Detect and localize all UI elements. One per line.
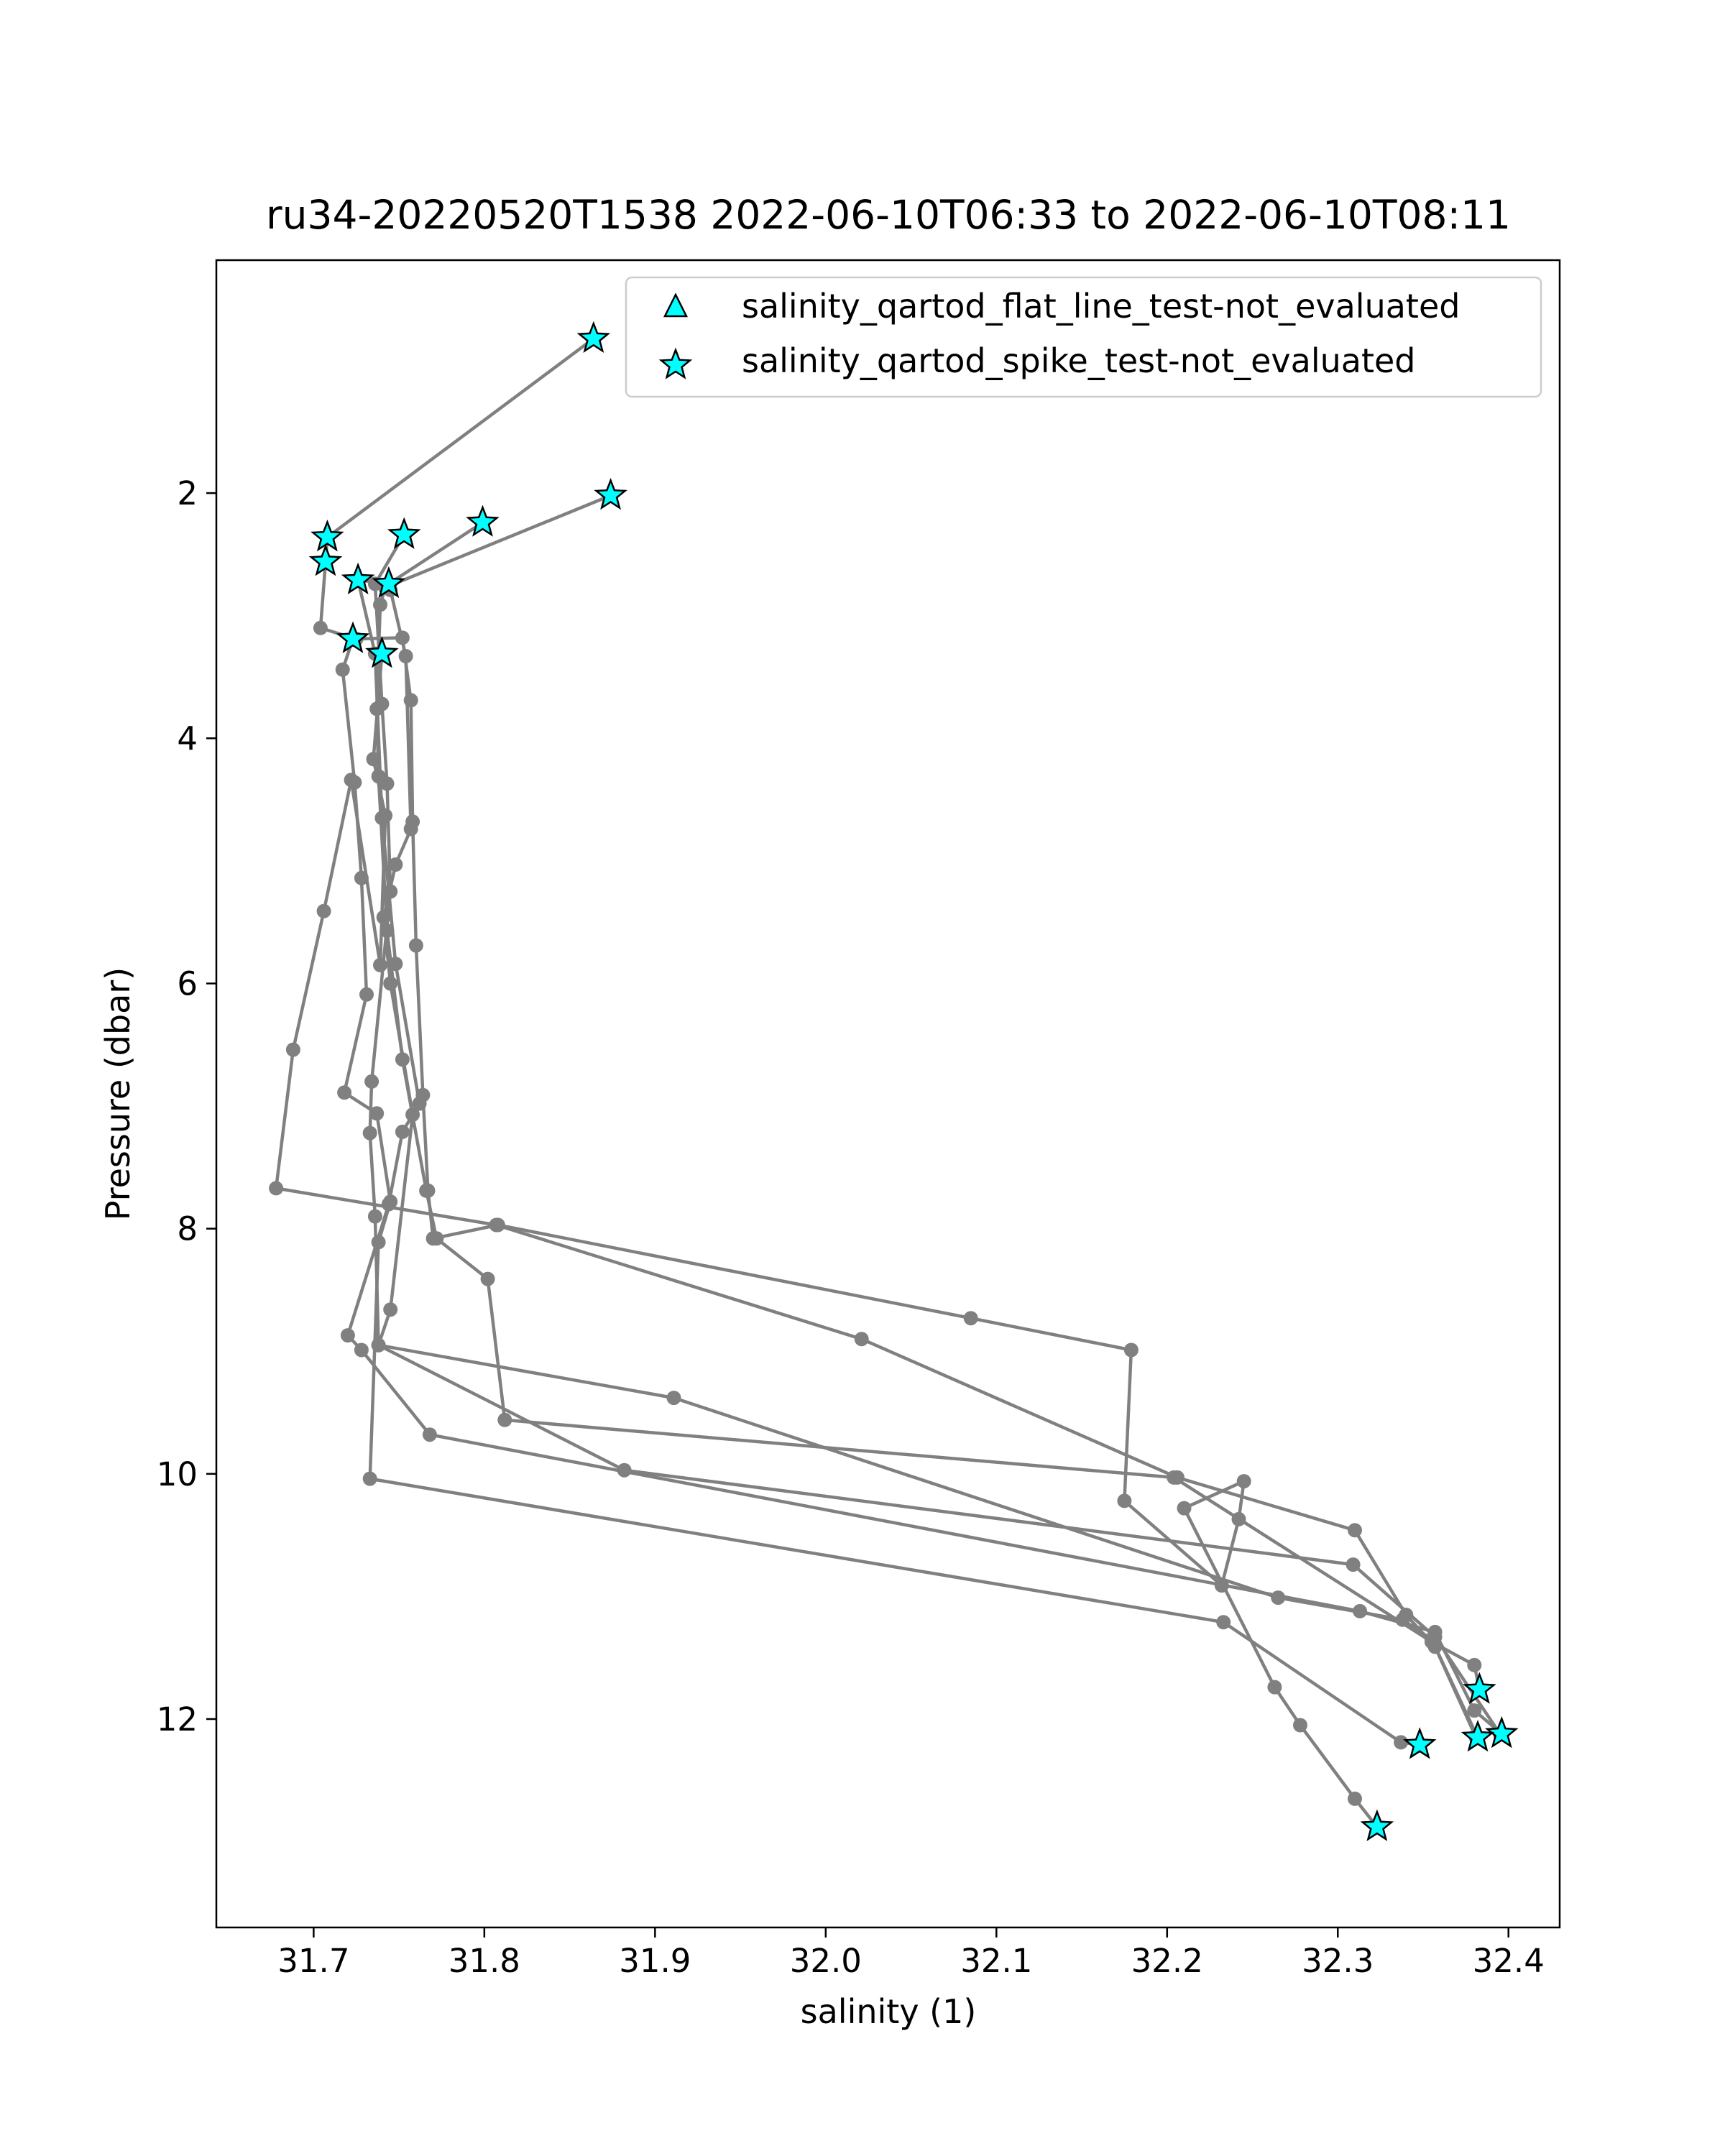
data-point xyxy=(1170,1470,1184,1485)
data-point xyxy=(1467,1658,1481,1672)
data-point xyxy=(383,977,397,991)
y-axis xyxy=(157,474,216,1738)
data-point xyxy=(383,1194,397,1209)
series-line-0 xyxy=(321,338,1377,1827)
data-point xyxy=(364,1074,379,1089)
data-point xyxy=(344,773,359,787)
data-point xyxy=(363,1472,377,1486)
y-axis-label: Pressure (dbar) xyxy=(98,967,137,1221)
data-point xyxy=(336,663,350,677)
data-point xyxy=(1232,1512,1246,1526)
data-point xyxy=(964,1311,978,1325)
legend xyxy=(626,277,1541,397)
spike-test-star xyxy=(344,565,372,592)
data-point xyxy=(383,885,397,899)
x-tick-label: 32.4 xyxy=(1472,1942,1545,1980)
data-point xyxy=(405,1107,420,1122)
data-point xyxy=(429,1231,443,1245)
data-point xyxy=(317,904,331,918)
data-point xyxy=(380,923,395,938)
spike-test-star xyxy=(597,481,625,508)
data-point xyxy=(1348,1792,1362,1806)
chart-title: ru34-20220520T1538 2022-06-10T06:33 to 2022-06-10T08:11 xyxy=(266,192,1511,238)
data-point xyxy=(1399,1608,1413,1622)
y-tick-label: 4 xyxy=(177,719,198,758)
x-tick-label: 32.1 xyxy=(960,1942,1033,1980)
y-tick-label: 12 xyxy=(156,1700,198,1738)
data-point xyxy=(1215,1578,1229,1593)
data-point xyxy=(1293,1718,1307,1733)
data-point xyxy=(1124,1343,1138,1358)
data-point xyxy=(354,871,369,885)
data-point xyxy=(372,1338,386,1353)
series-line-3 xyxy=(370,535,1478,1738)
data-point xyxy=(369,1106,384,1120)
legend-label-flat-line: salinity_qartod_flat_line_test-not_evaluated xyxy=(742,287,1460,326)
x-tick-label: 31.9 xyxy=(619,1942,691,1980)
data-point xyxy=(1216,1615,1230,1629)
data-point xyxy=(419,1184,433,1198)
data-point xyxy=(423,1427,437,1442)
data-point xyxy=(313,621,328,635)
spike-test-markers xyxy=(311,323,1516,1839)
spike-test-star xyxy=(339,624,367,651)
legend-label-spike: salinity_qartod_spike_test-not_evaluated xyxy=(742,341,1416,380)
data-point xyxy=(481,1272,495,1286)
data-point xyxy=(1346,1557,1361,1572)
data-point xyxy=(617,1463,632,1478)
series-line-2 xyxy=(348,522,1501,1733)
x-axis xyxy=(277,1927,1545,1980)
spike-test-star xyxy=(1405,1730,1434,1757)
data-point xyxy=(399,649,413,663)
data-point xyxy=(363,1126,377,1141)
data-point xyxy=(341,1328,355,1342)
data-point xyxy=(388,857,402,872)
data-point xyxy=(377,910,391,924)
data-point xyxy=(367,752,381,766)
data-point xyxy=(337,1085,351,1100)
spike-test-star xyxy=(390,520,418,547)
y-tick-label: 2 xyxy=(177,474,198,513)
x-tick-label: 32.2 xyxy=(1131,1942,1203,1980)
data-point xyxy=(1467,1703,1481,1718)
series-line-5 xyxy=(379,590,1500,1734)
data-point xyxy=(373,958,387,972)
data-point xyxy=(395,1052,410,1067)
x-tick-label: 32.3 xyxy=(1302,1942,1374,1980)
data-point xyxy=(374,697,389,711)
data-point xyxy=(1428,1639,1443,1654)
data-point xyxy=(1267,1680,1282,1695)
data-point xyxy=(1353,1604,1367,1618)
data-point xyxy=(395,1125,410,1139)
series-line-4 xyxy=(343,639,1420,1745)
data-point xyxy=(395,630,410,645)
y-tick-label: 6 xyxy=(177,964,198,1003)
data-point xyxy=(286,1043,300,1057)
data-point xyxy=(269,1181,283,1195)
data-point xyxy=(1177,1501,1192,1516)
data-point xyxy=(383,1302,397,1317)
data-point xyxy=(359,987,374,1002)
data-point xyxy=(1271,1590,1285,1605)
y-tick-label: 10 xyxy=(156,1455,198,1493)
data-point xyxy=(388,957,402,971)
data-point xyxy=(373,597,387,612)
data-point xyxy=(1394,1735,1408,1749)
y-tick-label: 8 xyxy=(177,1210,198,1248)
x-tick-label: 31.7 xyxy=(277,1942,350,1980)
spike-test-star xyxy=(1463,1723,1492,1750)
plot-lines xyxy=(276,338,1501,1827)
data-point xyxy=(489,1218,504,1233)
x-tick-label: 31.8 xyxy=(448,1942,520,1980)
data-point xyxy=(1117,1493,1131,1508)
series-line-6 xyxy=(276,654,1476,1738)
data-point xyxy=(667,1391,681,1405)
x-axis-label: salinity (1) xyxy=(800,1992,977,2031)
data-point xyxy=(372,1235,386,1249)
data-point xyxy=(1237,1474,1251,1488)
plot-dots xyxy=(269,331,1509,1834)
data-point xyxy=(380,776,395,791)
data-point xyxy=(1348,1523,1362,1537)
x-tick-label: 32.0 xyxy=(789,1942,862,1980)
data-point xyxy=(855,1332,869,1346)
data-point xyxy=(404,693,418,707)
data-point xyxy=(378,808,392,823)
data-point xyxy=(368,1210,382,1224)
data-point xyxy=(409,939,423,953)
data-point xyxy=(497,1413,512,1427)
data-point xyxy=(404,822,418,837)
data-point xyxy=(354,1343,369,1358)
